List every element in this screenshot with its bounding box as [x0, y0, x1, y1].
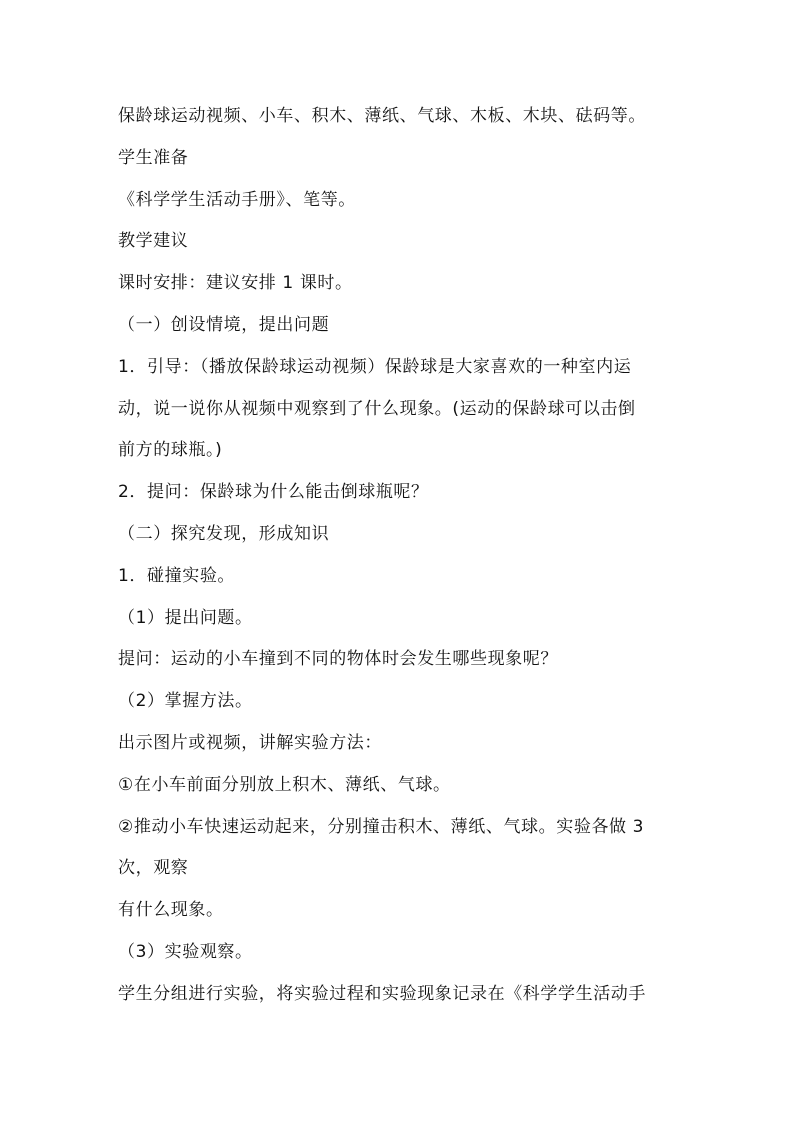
- paragraph-line: ②推动小车快速运动起来，分别撞击积木、薄纸、气球。实验各做 3: [118, 816, 645, 837]
- paragraph-line: 前方的球瓶。): [118, 440, 223, 461]
- paragraph-line: 有什么现象。: [118, 900, 224, 921]
- document-body: [118, 96, 693, 1016]
- subsection-heading-1: （一）创设情境，提出问题: [118, 314, 330, 335]
- paragraph-line: 出示图片或视频，讲解实验方法：: [118, 732, 382, 753]
- paragraph-line: 提问：运动的小车撞到不同的物体时会发生哪些现象呢？: [118, 649, 558, 670]
- paragraph-line: 1．引导：（播放保龄球运动视频）保龄球是大家喜欢的一种室内运: [118, 356, 632, 377]
- paragraph-line: 2．提问：保龄球为什么能击倒球瓶呢？: [118, 482, 429, 503]
- materials-list-line: 保龄球运动视频、小车、积木、薄纸、气球、木板、木块、砝码等。: [118, 106, 646, 126]
- paragraph-line: （3）实验观察。: [118, 941, 253, 962]
- paragraph-line: 1．碰撞实验。: [118, 565, 236, 586]
- paragraph-line: 动，说一说你从视频中观察到了什么现象。(运动的保龄球可以击倒: [118, 398, 636, 419]
- section-heading-teaching-suggestions: 教学建议: [118, 231, 189, 252]
- section-heading-student-preparation: 学生准备: [118, 147, 189, 168]
- paragraph-line: 学生分组进行实验，将实验过程和实验现象记录在《科学学生活动手: [118, 983, 646, 1004]
- paragraph-line: ①在小车前面分别放上积木、薄纸、气球。: [118, 774, 451, 795]
- paragraph-line: （2）掌握方法。: [118, 691, 253, 712]
- student-materials-line: 《科学学生活动手册》、笔等。: [118, 189, 356, 210]
- class-hours-line: 课时安排：建议安排 1 课时。: [118, 273, 353, 294]
- paragraph-line: 次，观察: [118, 858, 189, 879]
- subsection-heading-2: （二）探究发现，形成知识: [118, 523, 330, 544]
- paragraph-line: （1）提出问题。: [118, 607, 253, 628]
